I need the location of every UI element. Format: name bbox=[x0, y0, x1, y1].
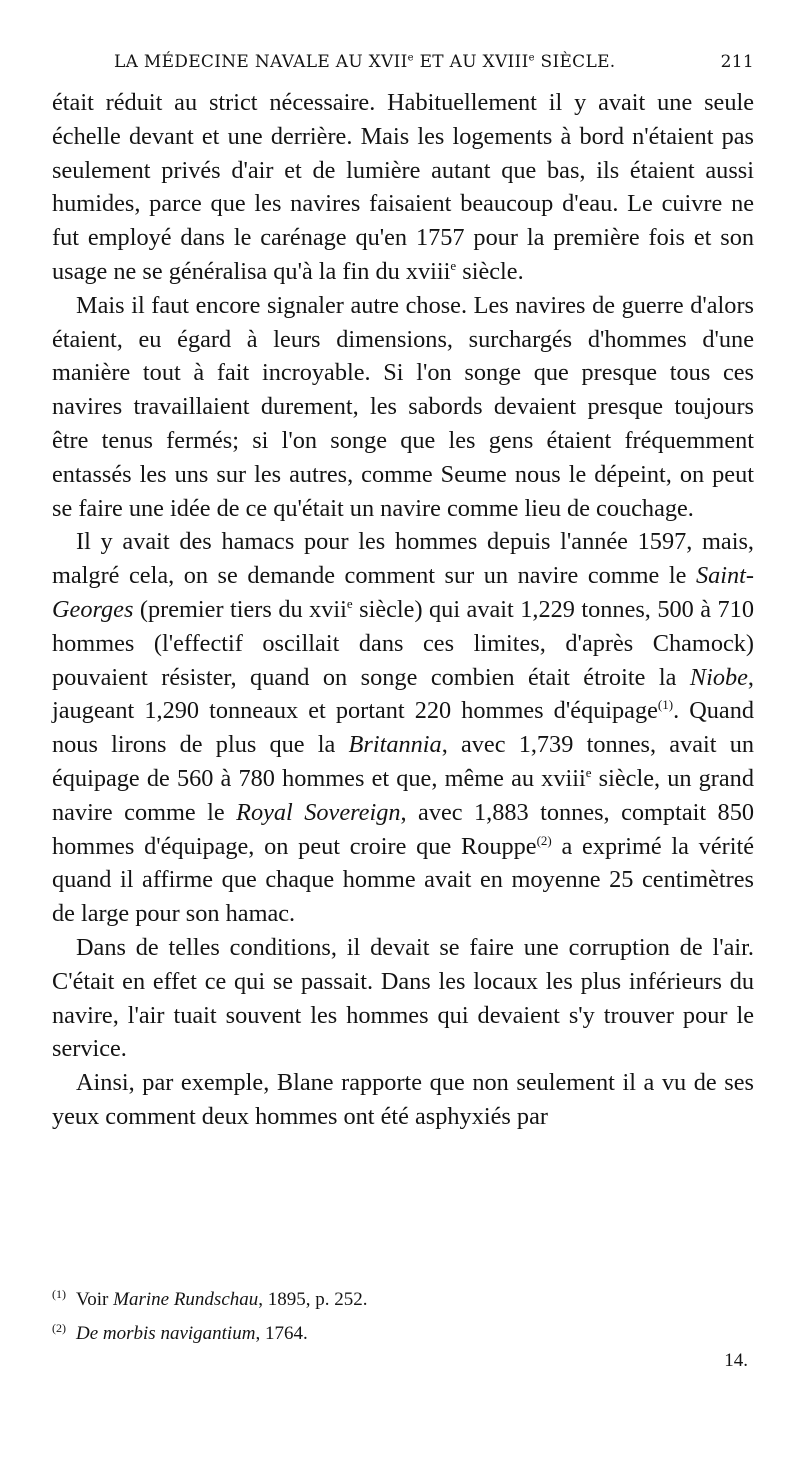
title-part: LA MÉDECINE NAVALE AU XVII bbox=[114, 52, 408, 72]
running-title bbox=[114, 52, 616, 72]
title-superscript: e bbox=[407, 52, 414, 64]
superscript: e bbox=[450, 257, 457, 273]
text-run: siècle. bbox=[456, 257, 524, 285]
text-run: a exprimé la vérité quand il affirme que chaque homme avait en moyenne 25 centimètres de large pour son hamac. bbox=[52, 832, 754, 928]
running-head bbox=[52, 52, 754, 86]
footnotes bbox=[52, 1280, 754, 1348]
text-run: , jaugeant 1,290 tonneaux et portant 220 hommes d'équipage bbox=[52, 663, 754, 725]
text-run: , avec 1,739 tonnes, avait un équipage de 560 à 780 hommes et que, même au xviii bbox=[52, 731, 755, 792]
footnote-title: De morbis navigantium bbox=[76, 1323, 256, 1344]
body-text bbox=[52, 86, 754, 1134]
text-run: était réduit au strict nécessaire. Habituellement il y avait une seule échelle devant et une derrière. Mais les logements à bord n'étaient pas seulement privés d'air et de lumière autant que bas, ils étaient aussi humides, parce que les navires faisaient beaucoup d'eau. Le cuivre ne fut employé dans le carénage qu'en 1757 pour la première fois et son usage ne se généralisa qu'à la fin du xviii bbox=[52, 89, 754, 285]
text-run: Il y avait des hamacs pour les hommes depuis l'année 1597, mais, malgré cela, on se demande comment sur un navire comme le bbox=[52, 528, 754, 590]
footnote-reference[interactable]: (2) bbox=[536, 832, 552, 848]
signature-mark: 14. bbox=[724, 1350, 748, 1371]
footnote-text: Voir bbox=[76, 1289, 114, 1310]
ship-name: Saint-Georges bbox=[52, 562, 754, 623]
title-superscript: e bbox=[528, 52, 535, 64]
superscript: e bbox=[585, 764, 592, 780]
footnote-title: Marine Rundschau bbox=[113, 1289, 259, 1310]
ship-name: Niobe bbox=[689, 663, 748, 691]
text-run: . Quand nous lirons de plus que la bbox=[52, 697, 755, 759]
footnote-reference[interactable]: (1) bbox=[657, 697, 674, 713]
paragraph-5: Ainsi, par exemple, Blane rapporte que non seulement il a vu de ses yeux comment deux hommes ont été asphyxiés par bbox=[52, 1069, 754, 1130]
paragraph-3 bbox=[52, 525, 754, 931]
footnote-mark: (1) bbox=[52, 1287, 66, 1301]
paragraph-1 bbox=[52, 86, 754, 289]
page-number: 211 bbox=[720, 52, 754, 72]
footnote-text: , 1764. bbox=[255, 1323, 308, 1344]
paragraph-4: Dans de telles conditions, il devait se faire une corruption de l'air. C'était en effet ce qui se passait. Dans les locaux les plus inférieurs du navire, l'air tuait souvent les hommes qui devaient s'y trouver pour le service. bbox=[52, 933, 754, 1063]
ship-name: Royal Sovereign bbox=[236, 798, 401, 826]
title-part: ET AU XVIII bbox=[413, 52, 529, 72]
footnote-2 bbox=[52, 1314, 754, 1348]
footnote-text: , 1895, p. 252. bbox=[258, 1289, 368, 1310]
superscript: e bbox=[346, 595, 353, 611]
footnote-mark: (2) bbox=[52, 1321, 66, 1335]
text-run: (premier tiers du xvii bbox=[133, 595, 347, 623]
text-run: siècle, un grand navire comme le bbox=[52, 764, 754, 826]
footnote-1 bbox=[52, 1280, 754, 1314]
paragraph-2: Mais il faut encore signaler autre chose. Les navires de guerre d'alors étaient, eu égard à leurs dimensions, surchargés d'hommes d'une manière tout à fait incroyable. Si l'on songe que presque tous ces navires travaillaient durement, les sabords devaient presque toujours être tenus fermés; si l'on songe que les gens étaient fréquemment entassés les uns sur les autres, comme Seume nous le dépeint, on peut se faire une idée de ce qu'était un navire comme lieu de couchage. bbox=[52, 291, 754, 522]
title-part: SIÈCLE. bbox=[534, 52, 616, 72]
ship-name: Britannia bbox=[348, 731, 442, 759]
text-run: , avec 1,883 tonnes, comptait 850 hommes d'équipage, on peut croire que Rouppe bbox=[52, 798, 755, 860]
page bbox=[52, 52, 754, 1134]
text-run: siècle) qui avait 1,229 tonnes, 500 à 710 hommes (l'effectif oscillait dans ces limites, d'après Chamock) pouvaient résister, quand on songe combien était étroite la bbox=[52, 595, 754, 691]
